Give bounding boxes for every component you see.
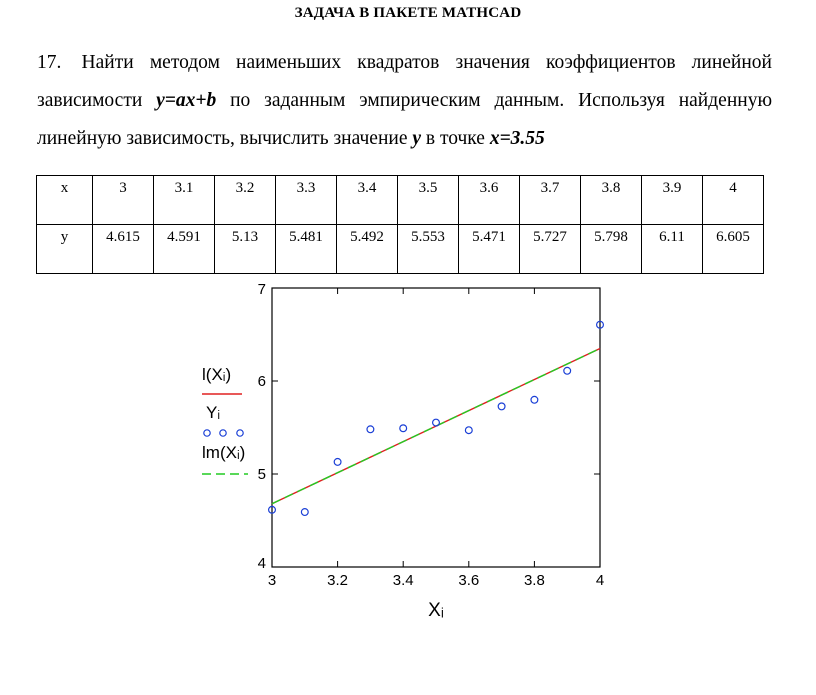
x-cell: 3.6 xyxy=(459,176,520,225)
x-tick-label: 3.4 xyxy=(392,572,414,589)
y-tick-labels xyxy=(258,281,266,572)
legend xyxy=(202,365,248,474)
legend-point-marker xyxy=(220,430,226,436)
y-cell: 5.492 xyxy=(337,225,398,274)
legend-point-marker xyxy=(204,430,210,436)
y-tick-label: 6 xyxy=(257,373,266,390)
y-cell: 5.13 xyxy=(215,225,276,274)
task-formula: y=ax+b xyxy=(156,90,217,111)
plot-frame xyxy=(272,288,600,567)
x-cell: 3 xyxy=(93,176,154,225)
task-text-part-1: Найти методом наименьших квадратов значения коэффициентов линейной зависимости xyxy=(37,52,772,111)
y-cell: 5.727 xyxy=(520,225,581,274)
legend-point-marker xyxy=(237,430,243,436)
x-row xyxy=(37,176,764,225)
y-tick-label: 5 xyxy=(257,466,266,483)
x-tick-labels xyxy=(268,572,604,589)
task-number: 17. xyxy=(37,52,62,73)
x-cell: 3.7 xyxy=(520,176,581,225)
x-cell: 4 xyxy=(703,176,764,225)
y-cell: 5.481 xyxy=(276,225,337,274)
x-cell: 3.8 xyxy=(581,176,642,225)
x-tick-label: 3.6 xyxy=(458,572,480,589)
page-heading: ЗАДАЧА В ПАКЕТЕ MATHCAD xyxy=(294,5,522,21)
x-cell: 3.2 xyxy=(215,176,276,225)
y-cell: 6.11 xyxy=(642,225,703,274)
y-header: y xyxy=(37,225,93,274)
x-tick-label: 4 xyxy=(595,572,605,589)
x-tick-label: 3.2 xyxy=(327,572,349,589)
scatter-chart xyxy=(190,278,620,628)
y-tick-label: 7 xyxy=(257,281,266,298)
x-cell: 3.3 xyxy=(276,176,337,225)
data-table xyxy=(36,175,764,274)
y-cell: 5.471 xyxy=(459,225,520,274)
y-row xyxy=(37,225,764,274)
x-axis-label: Xᵢ xyxy=(428,600,444,621)
y-tick-label: 4 xyxy=(257,555,266,572)
task-text xyxy=(37,44,772,158)
x-cell: 3.9 xyxy=(642,176,703,225)
x-tick-label: 3.8 xyxy=(523,572,545,589)
x-tick-label: 3 xyxy=(267,572,277,589)
task-text-part-2: по заданным эмпирическим данным. Используя найденную линейную зависимость, вычислить значение xyxy=(37,90,773,149)
x-cell: 3.4 xyxy=(337,176,398,225)
y-cell: 4.591 xyxy=(154,225,215,274)
y-cell: 5.553 xyxy=(398,225,459,274)
x-header: x xyxy=(37,176,93,225)
y-cell: 6.605 xyxy=(703,225,764,274)
y-cell: 5.798 xyxy=(581,225,642,274)
x-cell: 3.1 xyxy=(154,176,215,225)
legend-points-label: Yᵢ xyxy=(206,403,221,422)
task-variable-y: y xyxy=(412,128,422,149)
x-cell: 3.5 xyxy=(398,176,459,225)
y-cell: 4.615 xyxy=(93,225,154,274)
legend-line1-label: l(Xᵢ) xyxy=(202,365,232,384)
legend-line2-label: lm(Xᵢ) xyxy=(202,443,246,462)
task-point: x=3.55 xyxy=(489,128,545,149)
task-text-part-3: в точке xyxy=(425,128,485,149)
